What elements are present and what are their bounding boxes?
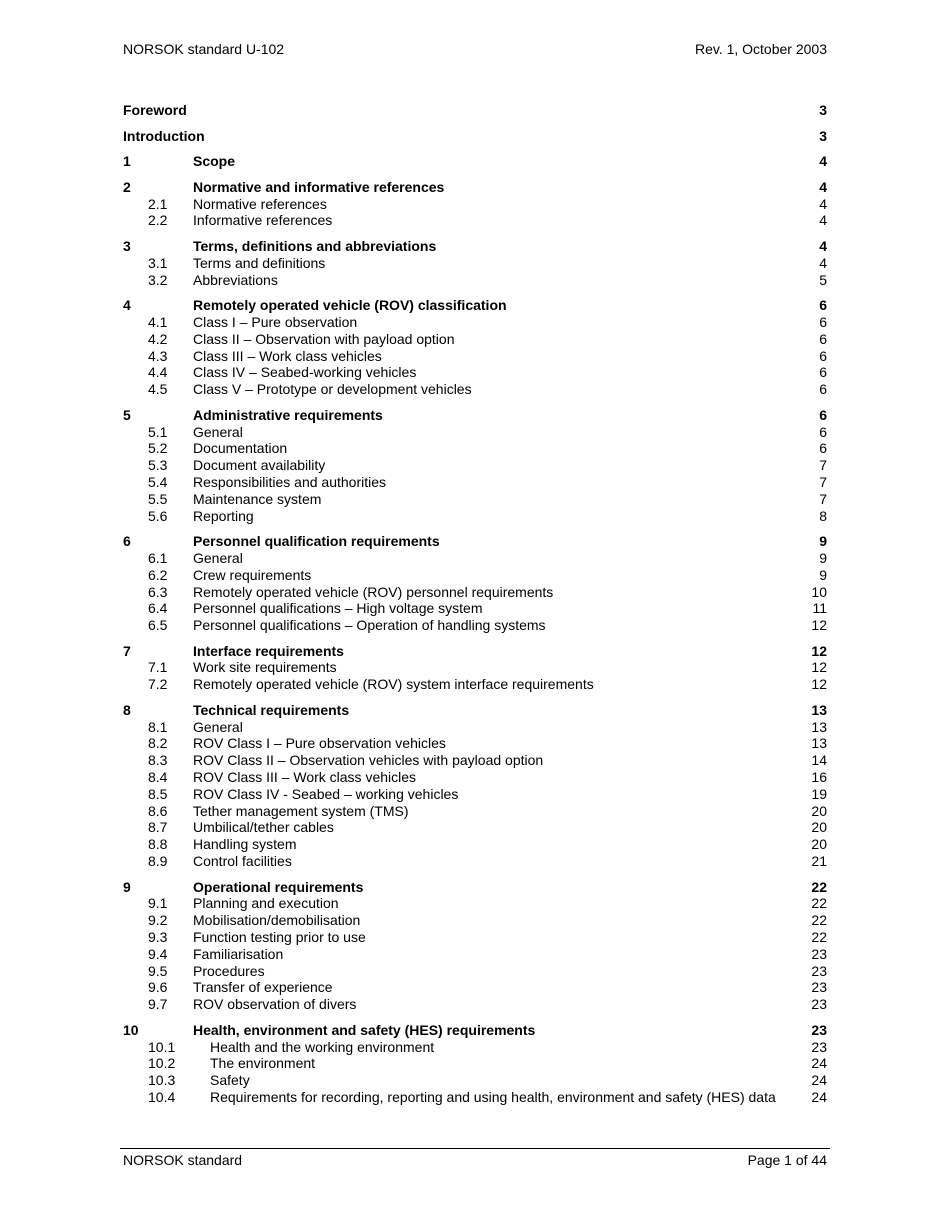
toc-entry-number: 7.2 bbox=[148, 676, 168, 693]
toc-subsection-entry[interactable] bbox=[123, 929, 827, 946]
toc-subsection-entry[interactable] bbox=[123, 255, 827, 272]
toc-entry-title: Transfer of experience bbox=[193, 979, 333, 996]
toc-entry-title: ROV Class II – Observation vehicles with payload option bbox=[193, 752, 544, 769]
toc-subsection-entry[interactable] bbox=[123, 979, 827, 996]
footer-divider bbox=[120, 1148, 830, 1149]
toc-section-entry[interactable] bbox=[123, 238, 827, 255]
footer-document-name: NORSOK standard bbox=[123, 1152, 243, 1168]
toc-subsection-entry[interactable] bbox=[123, 440, 827, 457]
toc-subsection-entry[interactable] bbox=[123, 474, 827, 491]
toc-entry-title: Document availability bbox=[193, 457, 326, 474]
toc-subsection-entry[interactable] bbox=[123, 895, 827, 912]
toc-entry-title: General bbox=[193, 423, 243, 440]
toc-subsection-entry[interactable] bbox=[123, 786, 827, 803]
toc-subsection-entry[interactable] bbox=[123, 364, 827, 381]
toc-entry-page: 6 bbox=[819, 297, 827, 314]
toc-subsection-entry[interactable] bbox=[123, 803, 827, 820]
toc-subsection-entry[interactable] bbox=[123, 819, 827, 836]
toc-entry-title: Personnel qualification requirements bbox=[193, 533, 440, 550]
toc-entry-title: Terms, definitions and abbreviations bbox=[193, 237, 437, 254]
toc-entry-number: 10 bbox=[123, 1021, 139, 1038]
toc-entry-title: Class IV – Seabed-working vehicles bbox=[193, 364, 417, 381]
toc-entry-page: 13 bbox=[811, 701, 827, 718]
toc-entry-page: 8 bbox=[819, 507, 827, 524]
toc-section-entry[interactable] bbox=[123, 643, 827, 660]
toc-entry-page: 7 bbox=[819, 473, 827, 490]
toc-entry-title: Normative and informative references bbox=[193, 178, 445, 195]
toc-entry-number: 10.2 bbox=[148, 1055, 176, 1072]
toc-entry-page: 23 bbox=[811, 1021, 827, 1038]
toc-subsection-entry[interactable] bbox=[123, 719, 827, 736]
toc-subsection-entry[interactable] bbox=[123, 735, 827, 752]
toc-entry-number: 6.4 bbox=[148, 600, 168, 617]
toc-entry-page: 23 bbox=[811, 996, 827, 1013]
toc-entry-title: Responsibilities and authorities bbox=[193, 473, 386, 490]
toc-entry-title: Class I – Pure observation bbox=[193, 313, 358, 330]
toc-subsection-entry[interactable] bbox=[123, 212, 827, 229]
toc-entry-page: 3 bbox=[819, 102, 827, 118]
toc-section-entry[interactable] bbox=[123, 407, 827, 424]
toc-entry-title: The environment bbox=[210, 1055, 316, 1072]
toc-entry-page: 7 bbox=[819, 490, 827, 507]
toc-subsection-entry[interactable] bbox=[123, 963, 827, 980]
toc-entry-page: 20 bbox=[811, 802, 827, 819]
toc-entry-number: 9.1 bbox=[148, 895, 168, 912]
toc-entry-title: Safety bbox=[210, 1072, 250, 1089]
toc-entry-title: Remotely operated vehicle (ROV) system interface requirements bbox=[193, 676, 594, 693]
toc-entry-title: Remotely operated vehicle (ROV) classification bbox=[193, 297, 507, 314]
toc-entry-number: 9.2 bbox=[148, 912, 168, 929]
toc-section-entry[interactable] bbox=[123, 102, 827, 119]
toc-subsection-entry[interactable] bbox=[123, 1072, 827, 1089]
toc-entry-number: 1 bbox=[123, 153, 131, 170]
toc-entry-page: 9 bbox=[819, 549, 827, 566]
table-of-contents bbox=[123, 102, 827, 1106]
toc-section-entry[interactable] bbox=[123, 1022, 827, 1039]
toc-subsection-entry[interactable] bbox=[123, 550, 827, 567]
toc-entry-title: Requirements for recording, reporting and using health, environment and safety (HES) data bbox=[210, 1089, 776, 1105]
toc-entry-number: 4.3 bbox=[148, 347, 168, 364]
toc-subsection-entry[interactable] bbox=[123, 946, 827, 963]
toc-entry-title: Maintenance system bbox=[193, 490, 322, 507]
toc-entry-number: 8.8 bbox=[148, 836, 168, 853]
toc-entry-title: Documentation bbox=[193, 440, 288, 457]
toc-subsection-entry[interactable] bbox=[123, 617, 827, 634]
toc-subsection-entry[interactable] bbox=[123, 1039, 827, 1056]
toc-entry-number: 9.5 bbox=[148, 962, 168, 979]
toc-entry-page: 19 bbox=[811, 785, 827, 802]
toc-entry-page: 11 bbox=[812, 600, 827, 617]
toc-section-entry[interactable] bbox=[123, 153, 827, 170]
toc-entry-title: Operational requirements bbox=[193, 878, 364, 895]
toc-section-entry[interactable] bbox=[123, 702, 827, 719]
toc-entry-number: 8.2 bbox=[148, 735, 168, 752]
toc-entry-title: Introduction bbox=[123, 127, 205, 144]
toc-entry-number: 5.5 bbox=[148, 490, 168, 507]
toc-entry-page: 4 bbox=[819, 254, 827, 271]
toc-entry-title: Class V – Prototype or development vehicles bbox=[193, 381, 472, 398]
toc-entry-page: 14 bbox=[811, 752, 827, 769]
toc-entry-number: 5.3 bbox=[148, 457, 168, 474]
toc-entry-number: 9.6 bbox=[148, 979, 168, 996]
toc-entry-page: 4 bbox=[819, 178, 827, 195]
toc-entry-title: Remotely operated vehicle (ROV) personnel requirements bbox=[193, 583, 554, 600]
toc-entry-page: 22 bbox=[811, 912, 827, 929]
toc-subsection-entry[interactable] bbox=[123, 272, 827, 289]
toc-subsection-entry[interactable] bbox=[123, 567, 827, 584]
toc-section-entry[interactable] bbox=[123, 297, 827, 314]
toc-entry-page: 22 bbox=[811, 895, 827, 912]
toc-entry-page: 12 bbox=[811, 659, 827, 676]
toc-entry-title: Foreword bbox=[123, 102, 187, 118]
page-footer bbox=[123, 1152, 827, 1170]
toc-entry-title: Personnel qualifications – High voltage system bbox=[193, 600, 483, 617]
toc-entry-number: 10.1 bbox=[148, 1038, 176, 1055]
toc-entry-title: ROV Class III – Work class vehicles bbox=[193, 769, 417, 786]
toc-entry-number: 9.3 bbox=[148, 929, 168, 946]
footer-page-number: Page 1 of 44 bbox=[747, 1152, 827, 1168]
toc-entry-title: Class III – Work class vehicles bbox=[193, 347, 382, 364]
toc-subsection-entry[interactable] bbox=[123, 853, 827, 870]
toc-entry-number: 10.3 bbox=[148, 1072, 176, 1089]
toc-entry-number: 6.3 bbox=[148, 583, 168, 600]
toc-entry-number: 4.5 bbox=[148, 381, 168, 398]
toc-entry-page: 12 bbox=[811, 642, 827, 659]
toc-entry-page: 6 bbox=[819, 440, 827, 457]
toc-entry-title: Work site requirements bbox=[193, 659, 337, 676]
toc-subsection-entry[interactable] bbox=[123, 836, 827, 853]
toc-entry-number: 6.1 bbox=[148, 549, 168, 566]
toc-entry-title: Health and the working environment bbox=[210, 1038, 435, 1055]
toc-entry-title: Normative references bbox=[193, 195, 327, 212]
toc-entry-number: 8.5 bbox=[148, 785, 168, 802]
toc-subsection-entry[interactable] bbox=[123, 752, 827, 769]
toc-entry-title: Planning and execution bbox=[193, 895, 339, 912]
toc-entry-title: Control facilities bbox=[193, 853, 292, 870]
toc-entry-title: ROV observation of divers bbox=[193, 996, 357, 1013]
toc-entry-page: 13 bbox=[811, 735, 827, 752]
toc-entry-number: 6.5 bbox=[148, 617, 168, 634]
toc-subsection-entry[interactable] bbox=[123, 457, 827, 474]
toc-entry-page: 12 bbox=[811, 617, 827, 634]
toc-subsection-entry[interactable] bbox=[123, 659, 827, 676]
toc-entry-title: Administrative requirements bbox=[193, 406, 383, 423]
toc-entry-page: 7 bbox=[819, 457, 827, 474]
toc-subsection-entry[interactable] bbox=[123, 424, 827, 441]
toc-entry-page: 9 bbox=[819, 566, 827, 583]
toc-subsection-entry[interactable] bbox=[123, 508, 827, 525]
toc-entry-number: 8.9 bbox=[148, 853, 168, 870]
toc-entry-number: 2.1 bbox=[148, 195, 168, 212]
toc-entry-number: 6.2 bbox=[148, 566, 168, 583]
toc-entry-number: 5.1 bbox=[148, 423, 168, 440]
toc-entry-page: 24 bbox=[811, 1055, 827, 1072]
toc-subsection-entry[interactable] bbox=[123, 769, 827, 786]
toc-section-entry[interactable] bbox=[123, 533, 827, 550]
toc-entry-page: 6 bbox=[819, 423, 827, 440]
toc-entry-number: 8.7 bbox=[148, 819, 168, 836]
toc-entry-number: 9.4 bbox=[148, 945, 168, 962]
toc-entry-title: Informative references bbox=[193, 212, 333, 229]
toc-entry-page: 5 bbox=[819, 271, 827, 288]
toc-entry-page: 23 bbox=[811, 945, 827, 962]
toc-entry-title: Familiarisation bbox=[193, 945, 284, 962]
toc-entry-title: Technical requirements bbox=[193, 701, 350, 718]
toc-entry-title: Function testing prior to use bbox=[193, 929, 366, 946]
toc-entry-page: 4 bbox=[819, 237, 827, 254]
toc-subsection-entry[interactable] bbox=[123, 491, 827, 508]
toc-entry-page: 3 bbox=[819, 127, 827, 144]
toc-subsection-entry[interactable] bbox=[123, 584, 827, 601]
toc-entry-number: 9.7 bbox=[148, 996, 168, 1013]
toc-entry-page: 22 bbox=[811, 878, 827, 895]
toc-entry-title: Procedures bbox=[193, 962, 265, 979]
toc-entry-title: Handling system bbox=[193, 836, 297, 853]
toc-entry-number: 4.4 bbox=[148, 364, 168, 381]
toc-entry-number: 7.1 bbox=[148, 659, 168, 676]
toc-section-entry[interactable] bbox=[123, 879, 827, 896]
toc-entry-title: Mobilisation/demobilisation bbox=[193, 912, 361, 929]
toc-entry-title: ROV Class I – Pure observation vehicles bbox=[193, 735, 446, 752]
toc-entry-title: Scope bbox=[193, 153, 236, 170]
toc-entry-number: 8.1 bbox=[148, 718, 168, 735]
toc-entry-title: Tether management system (TMS) bbox=[193, 802, 409, 819]
toc-entry-title: Terms and definitions bbox=[193, 254, 326, 271]
toc-entry-page: 6 bbox=[819, 364, 827, 381]
toc-entry-page: 23 bbox=[811, 979, 827, 996]
toc-entry-number: 8.6 bbox=[148, 802, 168, 819]
toc-entry-number: 4.1 bbox=[148, 313, 168, 330]
toc-entry-page: 24 bbox=[811, 1089, 827, 1105]
toc-entry-number: 8 bbox=[123, 701, 131, 718]
toc-entry-page: 23 bbox=[811, 1038, 827, 1055]
toc-entry-number: 5.2 bbox=[148, 440, 168, 457]
toc-entry-page: 4 bbox=[819, 212, 827, 229]
toc-entry-page: 12 bbox=[811, 676, 827, 693]
toc-entry-page: 6 bbox=[819, 330, 827, 347]
toc-entry-page: 4 bbox=[819, 153, 827, 170]
toc-entry-title: General bbox=[193, 718, 243, 735]
toc-entry-number: 3 bbox=[123, 237, 131, 254]
toc-entry-number: 8.3 bbox=[148, 752, 168, 769]
toc-entry-page: 9 bbox=[819, 533, 827, 550]
toc-entry-title: Interface requirements bbox=[193, 642, 344, 659]
toc-subsection-entry[interactable] bbox=[123, 1055, 827, 1072]
toc-entry-number: 9 bbox=[123, 878, 131, 895]
toc-entry-title: General bbox=[193, 549, 243, 566]
toc-entry-number: 8.4 bbox=[148, 769, 168, 786]
toc-entry-page: 13 bbox=[811, 718, 827, 735]
toc-subsection-entry[interactable] bbox=[123, 996, 827, 1013]
toc-entry-number: 5.6 bbox=[148, 507, 168, 524]
page-header bbox=[123, 41, 827, 59]
toc-entry-page: 16 bbox=[811, 769, 827, 786]
toc-entry-number: 5 bbox=[123, 406, 131, 423]
toc-entry-page: 21 bbox=[811, 853, 827, 870]
toc-subsection-entry[interactable] bbox=[123, 676, 827, 693]
toc-entry-number: 7 bbox=[123, 642, 131, 659]
header-document-name: NORSOK standard U-102 bbox=[123, 41, 285, 57]
toc-subsection-entry[interactable] bbox=[123, 1089, 827, 1106]
header-revision: Rev. 1, October 2003 bbox=[694, 41, 827, 57]
toc-subsection-entry[interactable] bbox=[123, 314, 827, 331]
toc-entry-page: 6 bbox=[819, 313, 827, 330]
toc-entry-title: Health, environment and safety (HES) requirements bbox=[193, 1021, 536, 1038]
toc-entry-number: 4.2 bbox=[148, 330, 168, 347]
toc-entry-title: Class II – Observation with payload option bbox=[193, 330, 455, 347]
toc-entry-number: 4 bbox=[123, 297, 131, 314]
toc-subsection-entry[interactable] bbox=[123, 348, 827, 365]
toc-entry-number: 10.4 bbox=[148, 1089, 176, 1105]
toc-entry-page: 6 bbox=[819, 406, 827, 423]
toc-entry-number: 6 bbox=[123, 533, 131, 550]
toc-entry-page: 6 bbox=[819, 381, 827, 398]
toc-entry-number: 5.4 bbox=[148, 473, 168, 490]
toc-subsection-entry[interactable] bbox=[123, 381, 827, 398]
toc-entry-title: Crew requirements bbox=[193, 566, 312, 583]
toc-subsection-entry[interactable] bbox=[123, 331, 827, 348]
toc-entry-page: 20 bbox=[811, 819, 827, 836]
toc-entry-number: 2.2 bbox=[148, 212, 168, 229]
toc-entry-page: 22 bbox=[811, 929, 827, 946]
toc-section-entry[interactable] bbox=[123, 179, 827, 196]
toc-entry-number: 2 bbox=[123, 178, 131, 195]
toc-entry-page: 6 bbox=[819, 347, 827, 364]
toc-entry-page: 23 bbox=[811, 962, 827, 979]
toc-entry-title: Reporting bbox=[193, 507, 254, 524]
toc-entry-title: ROV Class IV - Seabed – working vehicles bbox=[193, 785, 459, 802]
toc-subsection-entry[interactable] bbox=[123, 196, 827, 213]
toc-entry-page: 10 bbox=[811, 583, 827, 600]
toc-subsection-entry[interactable] bbox=[123, 600, 827, 617]
toc-subsection-entry[interactable] bbox=[123, 912, 827, 929]
toc-section-entry[interactable] bbox=[123, 128, 827, 145]
toc-entry-page: 24 bbox=[811, 1072, 827, 1089]
toc-entry-page: 4 bbox=[819, 195, 827, 212]
toc-entry-number: 3.2 bbox=[148, 271, 168, 288]
toc-entry-number: 3.1 bbox=[148, 254, 168, 271]
toc-entry-page: 20 bbox=[811, 836, 827, 853]
toc-entry-title: Umbilical/tether cables bbox=[193, 819, 334, 836]
toc-entry-title: Personnel qualifications – Operation of handling systems bbox=[193, 617, 546, 634]
toc-entry-title: Abbreviations bbox=[193, 271, 278, 288]
